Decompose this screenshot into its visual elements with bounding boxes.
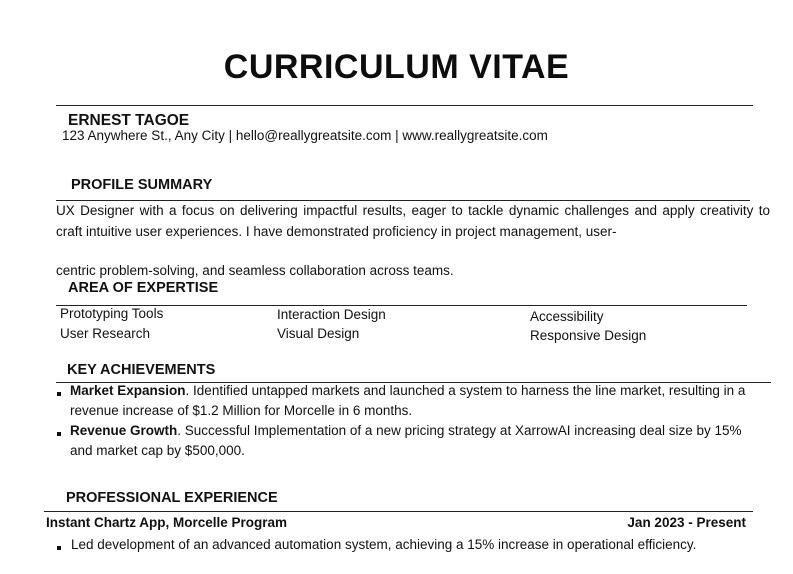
expertise-item: Accessibility (530, 309, 604, 324)
achievement-title: Market Expansion (70, 383, 186, 398)
achievement-title: Revenue Growth (70, 423, 178, 438)
job-bullet: Led development of an advanced automation system, achieving a 15% increase in operational efficiency. (71, 537, 697, 552)
expertise-item: User Research (60, 326, 151, 341)
expertise-heading: AREA OF EXPERTISE (68, 280, 219, 296)
achievement-item (70, 381, 750, 420)
job-dates: Jan 2023 - Present (627, 515, 746, 530)
bullet-icon (57, 392, 61, 396)
document-title: CURRICULUM VITAE (223, 48, 570, 86)
bullet-icon (57, 546, 61, 550)
profile-summary-heading: PROFILE SUMMARY (71, 177, 213, 193)
expertise-item: Responsive Design (530, 328, 647, 343)
job-title: Instant Chartz App, Morcelle Program (46, 515, 288, 530)
achievement-text: . Identified untapped markets and launched a system to harness the line market, resulting in a revenue increase of $1.2 Million for Morcelle in 6 months. (70, 383, 746, 418)
candidate-name: ERNEST TAGOE (68, 112, 190, 129)
profile-summary-text-tail: centric problem-solving, and seamless collaboration across teams. (56, 263, 454, 278)
experience-divider (44, 511, 753, 512)
expertise-item: Prototyping Tools (60, 306, 164, 321)
expertise-item: Interaction Design (277, 307, 386, 322)
bullet-icon (57, 432, 61, 436)
achievement-item (70, 421, 750, 460)
profile-summary-text: UX Designer with a focus on delivering impactful results, eager to tackle dynamic challenges and apply creativity to craft intuitive user experiences. I have demonstrated proficiency in project management, user- (56, 203, 770, 239)
contact-line: 123 Anywhere St., Any City | hello@reallygreatsite.com | www.reallygreatsite.com (62, 128, 548, 143)
expertise-item: Visual Design (277, 326, 360, 341)
achievement-text: . Successful Implementation of a new pricing strategy at XarrowAI increasing deal size by 15% and market cap by $500,000. (70, 423, 742, 458)
achievements-heading: KEY ACHIEVEMENTS (67, 362, 216, 378)
title-divider (56, 105, 753, 106)
experience-heading: PROFESSIONAL EXPERIENCE (66, 490, 278, 506)
